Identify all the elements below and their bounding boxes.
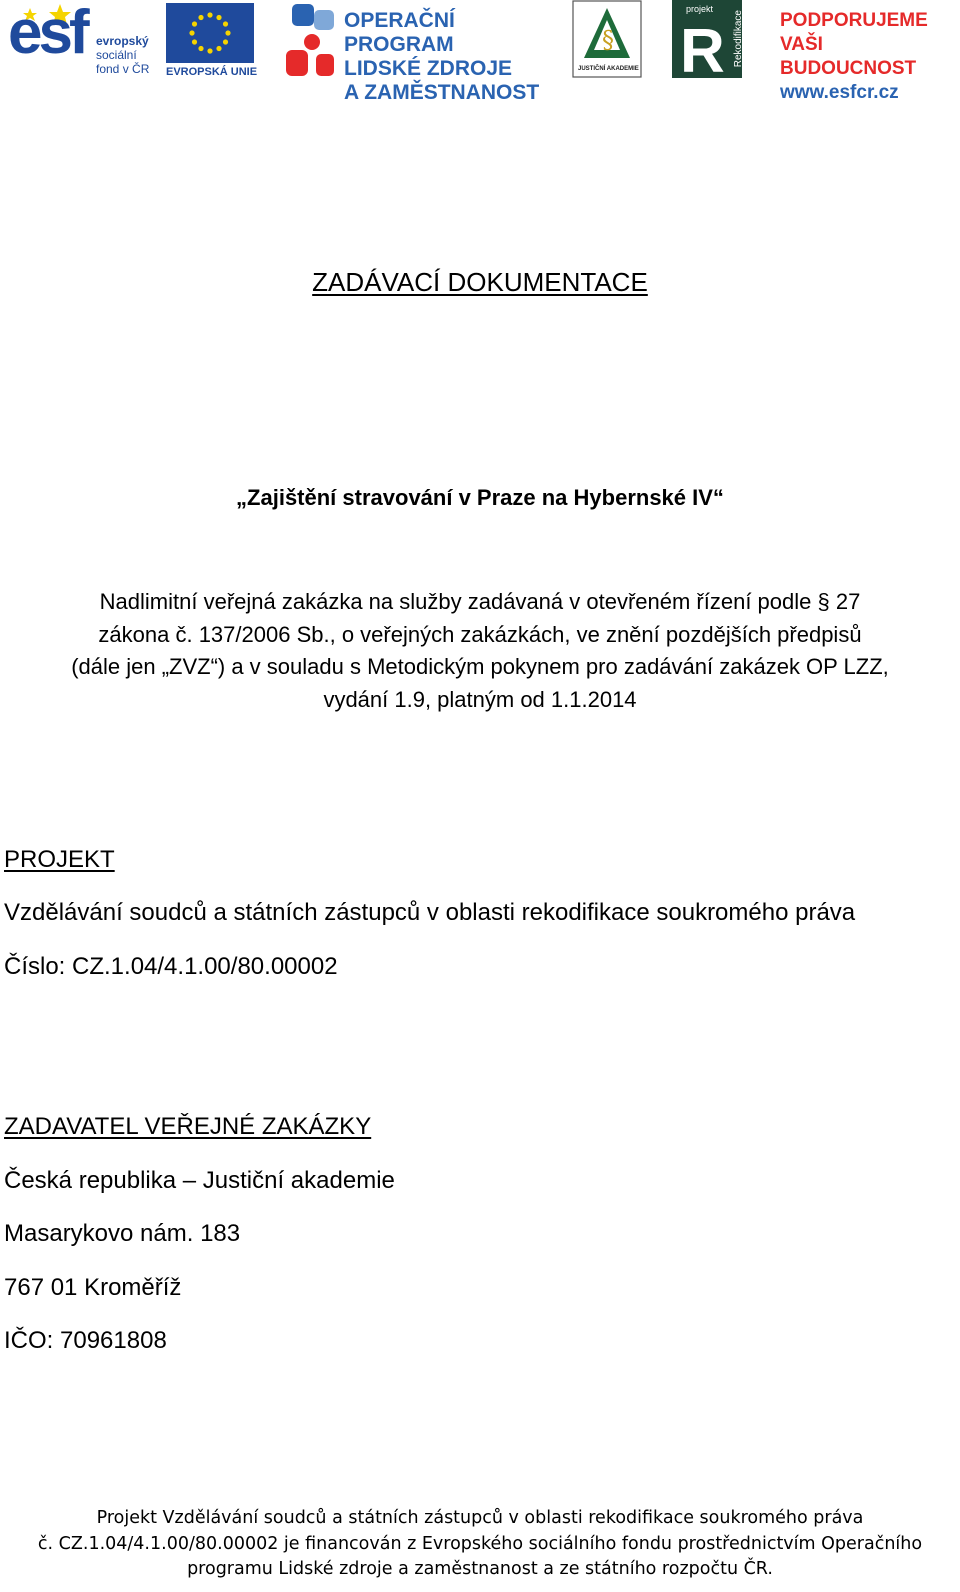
document-title: ZADÁVACÍ DOKUMENTACE <box>312 267 648 297</box>
footer-line-2: č. CZ.1.04/4.1.00/80.00002 je financován z Evropského sociálního fondu prostřednictvím Operačního <box>37 1533 923 1554</box>
esf-line3: fond v ČR <box>96 62 150 76</box>
eu-flag-icon <box>166 3 256 65</box>
footer-line-3: programu Lidské zdroje a zaměstnanost a ze státního rozpočtu ČR. <box>187 1559 773 1579</box>
slogan <box>780 9 960 105</box>
slogan-line2: VAŠI BUDOUCNOST <box>780 34 917 79</box>
authority-ico: IČO: 70961808 <box>4 1327 167 1354</box>
project-name: Vzdělávání soudců a státních zástupců v oblasti rekodifikace soukromého práva <box>4 899 856 926</box>
footer-line-1: Projekt Vzdělávání soudců a státních zástupců v oblasti rekodifikace soukromého práva <box>96 1508 864 1528</box>
op-figure-icon <box>284 2 344 82</box>
rekodifikace-small-label: projekt <box>686 4 714 14</box>
authority-street: Masarykovo nám. 183 <box>4 1220 241 1247</box>
authority-name: Česká republika – Justiční akademie <box>4 1167 395 1194</box>
op-lzz-logo <box>284 0 544 104</box>
svg-text:§: § <box>602 26 614 54</box>
op-line1: OPERAČNÍ PROGRAM <box>344 9 455 56</box>
logo-bar <box>0 0 960 104</box>
esf-logo <box>0 0 160 85</box>
contract-subject: „Zajištění stravování v Praze na Hybernské IV“ <box>236 485 724 510</box>
op-program-text <box>344 9 544 105</box>
ja-label: JUSTIČNÍ AKADEMIE <box>578 66 639 72</box>
intro-paragraph <box>8 586 952 716</box>
slogan-line1: PODPORUJEME <box>780 10 928 31</box>
project-number: Číslo: CZ.1.04/4.1.00/80.00002 <box>4 953 338 980</box>
op-line3: A ZAMĚSTNANOST <box>344 81 540 104</box>
slogan-url: www.esfcr.cz <box>780 82 899 103</box>
esf-caption <box>96 34 149 76</box>
intro-line-4: vydání 1.9, platným od 1.1.2014 <box>323 686 637 712</box>
eu-label: EVROPSKÁ UNIE <box>166 66 258 78</box>
project-heading: PROJEKT <box>4 846 115 873</box>
intro-line-1: Nadlimitní veřejná zakázka na služby zadávaná v otevřeném řízení podle § 27 <box>99 589 861 614</box>
op-line2: LIDSKÉ ZDROJE <box>344 57 513 80</box>
svg-text:R: R <box>680 17 725 78</box>
intro-line-2: zákona č. 137/2006 Sb., o veřejných zakázkách, ve znění pozdějších předpisů <box>98 621 862 647</box>
authority-city: 767 01 Kroměříž <box>4 1274 182 1301</box>
intro-line-3: (dále jen „ZVZ“) a v souladu s Metodickým pokynem pro zadávání zakázek OP LZZ, <box>71 654 889 679</box>
footer-funding-note <box>0 1506 960 1583</box>
esf-line1: evropský <box>96 34 149 48</box>
authority-heading: ZADAVATEL VEŘEJNÉ ZAKÁZKY <box>4 1113 372 1140</box>
rekodifikace-vertical-label: Rekodifikace <box>733 10 744 68</box>
esf-wordmark: esf <box>8 0 86 67</box>
esf-line2: sociální <box>96 48 137 62</box>
